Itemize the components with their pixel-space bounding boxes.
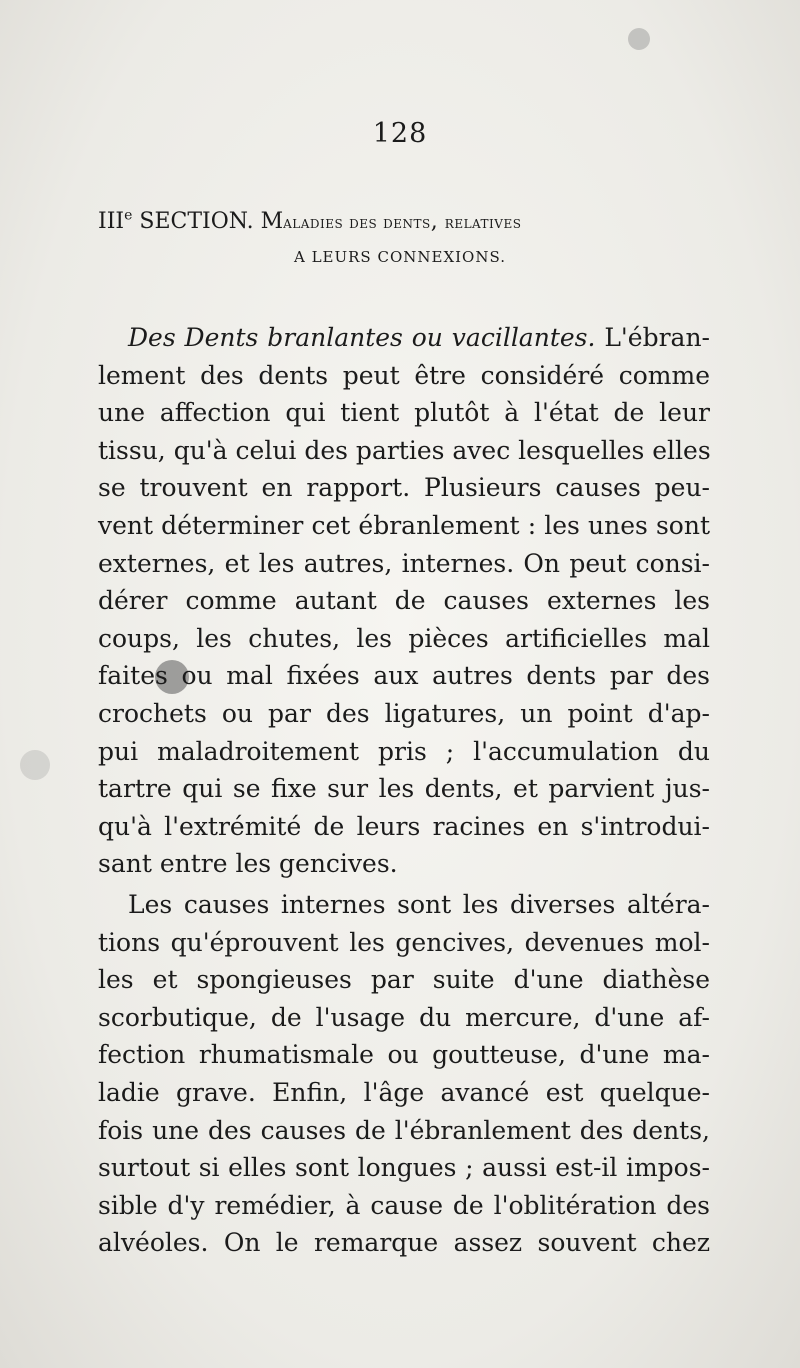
text-line: surtout si elles sont longues ; aussi est-il impos- xyxy=(98,1153,710,1183)
text-line: ladie grave. Enfin, l'âge avancé est quelque- xyxy=(98,1077,710,1107)
text-line: coups, les chutes, les pièces artificielles mal xyxy=(98,623,710,653)
text-line: crochets ou par des ligatures, un point d'ap- xyxy=(98,698,710,728)
section-title-sep: , xyxy=(430,209,445,234)
text-line: dérer comme autant de causes externes les xyxy=(98,586,710,616)
text-line: vent déterminer cet ébranlement : les unes sont xyxy=(98,510,710,540)
text-line: qu'à l'extrémité de leurs racines en s'introdui- xyxy=(98,811,710,841)
text-line: une affection qui tient plutôt à l'état de leur xyxy=(98,398,710,428)
paragraph-2 xyxy=(98,886,710,1262)
text-line: se trouvent en rapport. Plusieurs causes peu- xyxy=(98,473,710,503)
page-number: 128 xyxy=(372,118,428,149)
section-title-relatives: relatives xyxy=(444,213,522,233)
text-line: fois une des causes de l'ébranlement des dents, xyxy=(98,1115,710,1145)
section-numeral: III xyxy=(98,209,125,234)
text-line: faites ou mal fixées aux autres dents par des xyxy=(98,661,710,691)
text-line: tissu, qu'à celui des parties avec lesquelles elles xyxy=(98,435,711,465)
section-title-main: aladies des dents xyxy=(283,213,431,233)
section-subtitle: A LEURS CONNEXIONS. xyxy=(293,248,506,266)
text-line: scorbutique, de l'usage du mercure, d'une af- xyxy=(98,1002,710,1032)
text-line: tions qu'éprouvent les gencives, devenues mol- xyxy=(98,927,710,957)
text-line: sible d'y remédier, à cause de l'oblitération des xyxy=(98,1190,710,1220)
paper-stain xyxy=(20,750,50,780)
text-line: fection rhumatismale ou goutteuse, d'une ma- xyxy=(98,1040,710,1070)
paragraph-1 xyxy=(98,319,710,883)
section-heading xyxy=(98,205,704,240)
text-line: tartre qui se fixe sur les dents, et parvient jus- xyxy=(98,774,710,804)
text-line: les et spongieuses par suite d'une diathèse xyxy=(98,965,710,995)
section-title-initial: M xyxy=(260,209,284,234)
italic-heading: Des Dents branlantes ou vacillantes. xyxy=(128,323,596,352)
section-label: SECTION. xyxy=(139,209,254,234)
text-line: alvéoles. On le remarque assez souvent chez xyxy=(98,1228,710,1258)
text-line: externes, et les autres, internes. On peut consi- xyxy=(98,548,710,578)
section-numeral-sup: e xyxy=(124,207,133,224)
paper-stain xyxy=(628,28,650,50)
text-line: Des Dents branlantes ou vacillantes. L'ébran- xyxy=(128,323,710,352)
text-line: Les causes internes sont les diverses altéra- xyxy=(128,890,710,919)
text-line: pui maladroitement pris ; l'accumulation du xyxy=(98,736,710,766)
text-line: lement des dents peut être considéré comme xyxy=(98,360,710,390)
text-line: sant entre les gencives. xyxy=(98,849,398,879)
